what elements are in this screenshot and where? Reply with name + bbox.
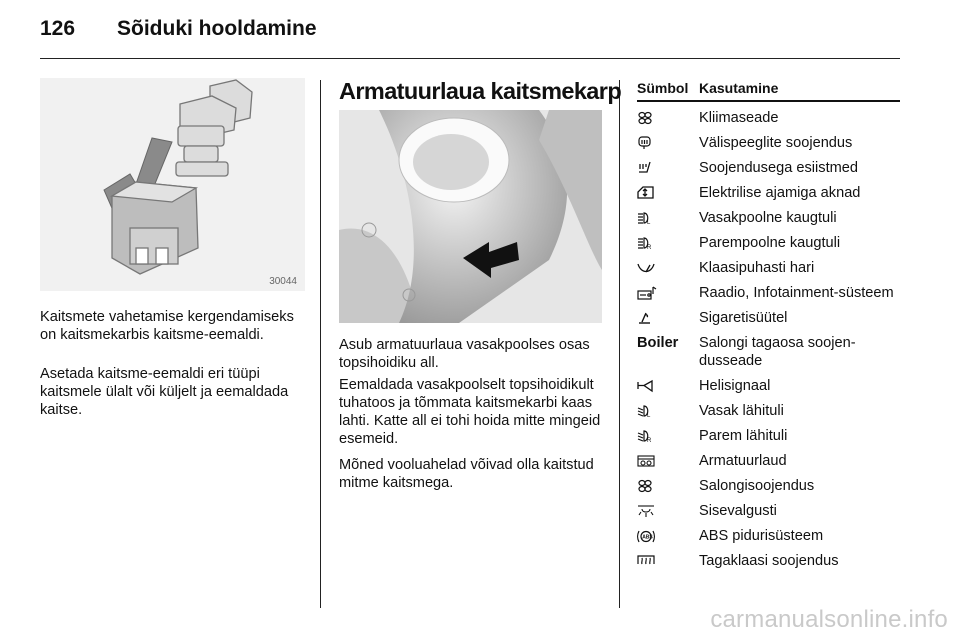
mirror-heating-icon: [637, 136, 653, 150]
fuse-extractor-illustration: [40, 78, 305, 291]
paragraph: Asub armatuurlaua vasakpoolses osas topsihoidiku all.: [339, 337, 590, 371]
table-row: [637, 234, 900, 252]
table-row: [637, 502, 900, 520]
svg-text:ABS: ABS: [642, 534, 653, 541]
table-row: [637, 134, 900, 152]
section-heading: Armatuurlaua kaitsmekarp: [339, 78, 622, 104]
table-row: [637, 334, 900, 370]
rear-window-heating-icon: [637, 554, 655, 568]
paragraph: Mõned vooluahelad võivad olla kaitstud mitme kaitsmega.: [339, 457, 594, 491]
usage-label: Raadio, Infotainment-süsteem: [699, 285, 894, 301]
dashboard-drawing: [339, 110, 602, 323]
column-header-symbol: Sümbol: [637, 80, 689, 96]
fuse-symbol-table: [637, 80, 900, 570]
table-row: [637, 259, 900, 277]
table-header: [637, 80, 900, 102]
table-row: [637, 402, 900, 420]
fuse-box-location-photo: [339, 110, 602, 323]
table-row: [637, 309, 900, 327]
table-row: [637, 477, 900, 495]
table-row: [637, 377, 900, 395]
svg-text:L: L: [647, 220, 651, 225]
power-window-icon: [637, 186, 655, 200]
interior-light-icon: [637, 504, 655, 518]
page-number: 126: [40, 17, 76, 40]
usage-label: Armatuurlaud: [699, 453, 787, 469]
table-row: [637, 159, 900, 177]
usage-label: Välispeeglite soojendus: [699, 135, 853, 151]
column-divider: [619, 80, 620, 608]
usage-label: Helisignaal: [699, 378, 771, 394]
fan-icon: [637, 111, 653, 125]
usage-label: Soojendusega esiistmed: [699, 160, 859, 176]
usage-label: Tagaklaasi soojendus: [699, 553, 839, 569]
table-row: [637, 284, 900, 302]
usage-label: Klaasipuhasti hari: [699, 260, 815, 276]
usage-label: Kliimaseade: [699, 110, 779, 126]
cigarette-lighter-icon: [637, 311, 653, 325]
paragraph: Asetada kaitsme-eemaldi eri tüüpi kaitsmele ülalt või küljelt ja eemaldada kaitse.: [40, 366, 289, 418]
figure-code: 30044: [269, 276, 297, 287]
table-row: [637, 527, 900, 545]
low-beam-right-icon: [637, 429, 653, 443]
table-row: [637, 184, 900, 202]
horn-icon: [637, 379, 655, 393]
usage-label: Parempoolne kaugtuli: [699, 235, 841, 251]
high-beam-right-icon: [637, 236, 653, 250]
table-row: [637, 109, 900, 127]
usage-label: Elektrilise ajamiga aknad: [699, 185, 861, 201]
high-beam-left-icon: [637, 211, 653, 225]
usage-label: Parem lähituli: [699, 428, 788, 444]
instrument-panel-icon: [637, 454, 655, 468]
paragraph: Kaitsmete vahetamise kergendamiseks on kaitsmekarbis kaitsme-eemaldi.: [40, 309, 294, 343]
table-row: [637, 209, 900, 227]
usage-label: Sisevalgusti: [699, 503, 777, 519]
usage-label: Salongi tagaosa soojen-dusseade: [699, 335, 856, 369]
abs-icon: [637, 529, 655, 544]
page-title: Sõiduki hooldamine: [117, 17, 317, 40]
usage-label: Vasak lähituli: [699, 403, 784, 419]
svg-text:R: R: [647, 438, 652, 443]
header-rule: [40, 58, 900, 59]
column-header-usage: Kasutamine: [699, 80, 779, 96]
usage-label: Sigaretisüütel: [699, 310, 788, 326]
table-row: [637, 452, 900, 470]
low-beam-left-icon: [637, 404, 653, 418]
seat-heating-icon: [637, 161, 653, 175]
fuse-extractor-drawing: [40, 78, 305, 291]
interior-fan-icon: [637, 479, 653, 493]
column-divider: [320, 80, 321, 608]
radio-icon: [637, 286, 657, 300]
usage-label: Vasakpoolne kaugtuli: [699, 210, 837, 226]
table-row: [637, 427, 900, 445]
usage-label: Salongisoojendus: [699, 478, 815, 494]
wiper-icon: [637, 261, 655, 275]
boiler-symbol: Boiler: [637, 335, 679, 351]
svg-text:R: R: [647, 245, 652, 250]
table-row: [637, 552, 900, 570]
watermark: carmanualsonline.info: [710, 606, 948, 633]
paragraph: Eemaldada vasakpoolselt topsihoidikult tuhatoos ja tõmmata kaitsmekarbi kaas lahti. Katte all ei tohi hoida mitte mingeid esemeid.: [339, 377, 601, 447]
svg-text:L: L: [647, 413, 651, 418]
usage-label: ABS pidurisüsteem: [699, 528, 824, 544]
